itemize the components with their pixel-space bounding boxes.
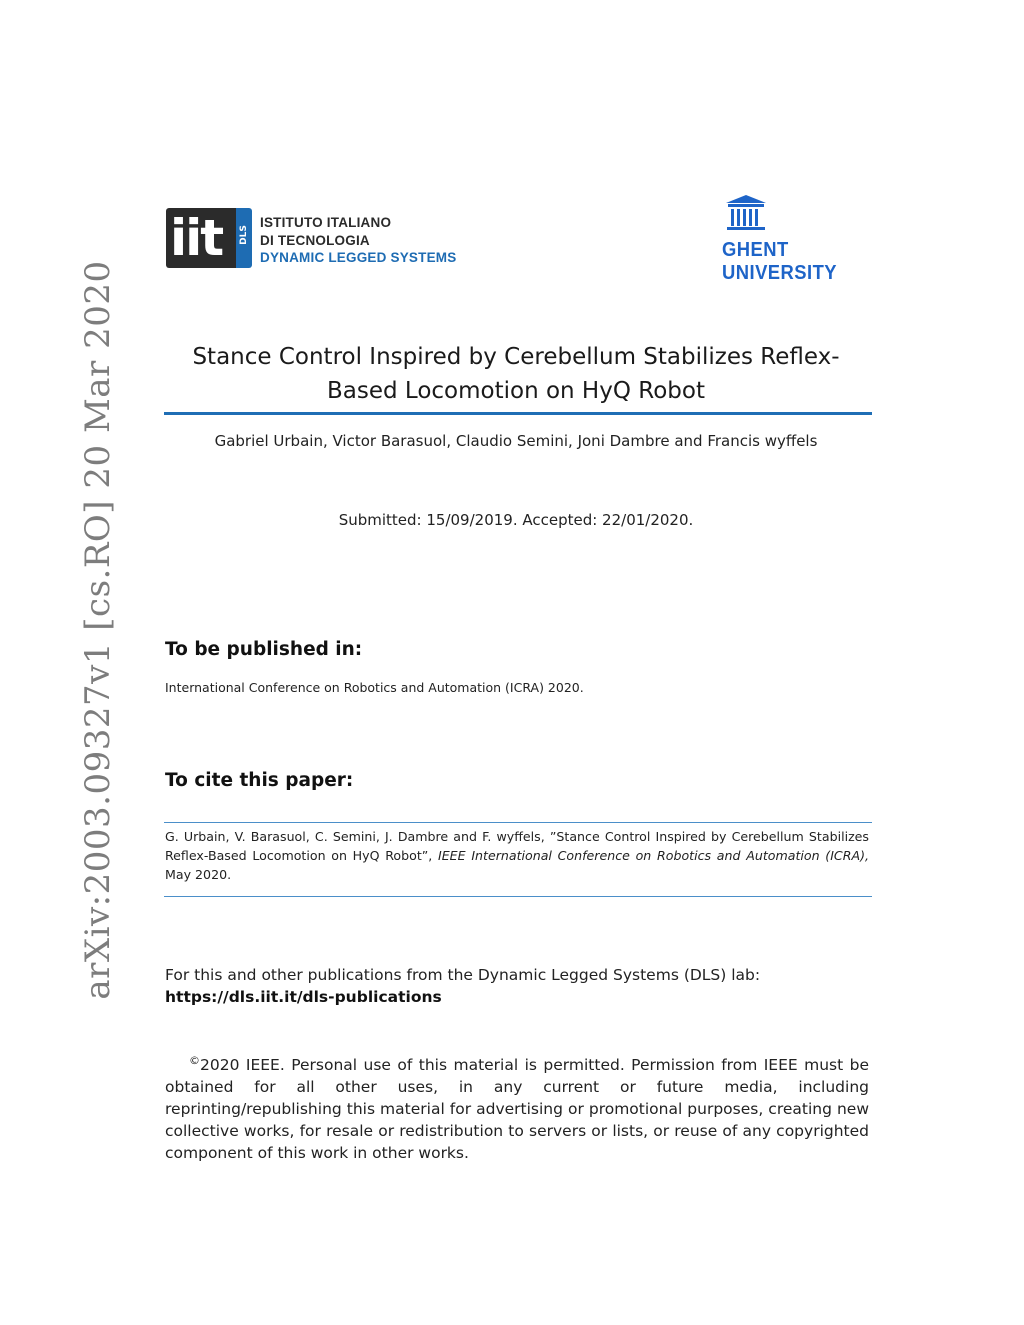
title-divider <box>164 412 872 415</box>
iit-logo-line-1: ISTITUTO ITALIANO <box>260 215 392 230</box>
iit-dls-logo <box>166 208 456 270</box>
ghent-university-logo <box>722 194 838 286</box>
submission-dates: Submitted: 15/09/2019. Accepted: 22/01/2020. <box>338 511 694 529</box>
ghent-logo-line-1: GHENT <box>722 239 789 261</box>
cite-heading: To cite this paper: <box>165 770 354 791</box>
arxiv-identifier-stamp: arXiv:2003.09327v1 [cs.RO] 20 Mar 2020 <box>78 260 118 1000</box>
copyright-notice <box>165 1050 869 1164</box>
ghent-logo-line-2: UNIVERSITY <box>722 262 838 284</box>
citation-text <box>165 827 869 884</box>
citation-authors-title: G. Urbain, V. Barasuol, C. Semini, J. Dambre and F. wyffels, ”Stance Control Inspired by Cerebellum Stabilizes Reflex-Based Locomotion on HyQ Robot”, <box>165 829 869 863</box>
iit-dls-tab-label: DLS <box>239 225 249 245</box>
citation-date: May 2020. <box>165 867 232 882</box>
citation-top-rule <box>164 822 872 823</box>
paper-title: Stance Control Inspired by Cerebellum Stabilizes Reflex-Based Locomotion on HyQ Robot <box>192 344 840 404</box>
copyright-text: 2020 IEEE. Personal use of this material is permitted. Permission from IEEE must be obtained for all other uses, in any current or future media, including reprinting/republishing this material for advertising or promotional purposes, creating new collective works, for resale or redistribution to servers or lists, or reuse of any copyrighted component of this work in other works. <box>165 1056 869 1163</box>
citation-venue: IEEE International Conference on Robotics and Automation (ICRA), <box>438 848 869 863</box>
copyright-symbol: © <box>189 1054 200 1067</box>
citation-bottom-rule <box>164 896 872 897</box>
iit-logo-line-3: DYNAMIC LEGGED SYSTEMS <box>260 250 457 265</box>
published-venue: International Conference on Robotics and Automation (ICRA) 2020. <box>165 680 584 695</box>
iit-logo-line-2: DI TECNOLOGIA <box>260 233 370 248</box>
lab-intro-text: For this and other publications from the Dynamic Legged Systems (DLS) lab: <box>165 966 761 984</box>
lab-publications-link[interactable]: https://dls.iit.it/dls-publications <box>165 988 442 1006</box>
published-in-heading: To be published in: <box>165 639 363 660</box>
author-list: Gabriel Urbain, Victor Barasuol, Claudio Semini, Joni Dambre and Francis wyffels <box>214 432 818 450</box>
ghent-building-icon <box>724 194 768 234</box>
iit-logo-letters: iit <box>170 209 223 267</box>
